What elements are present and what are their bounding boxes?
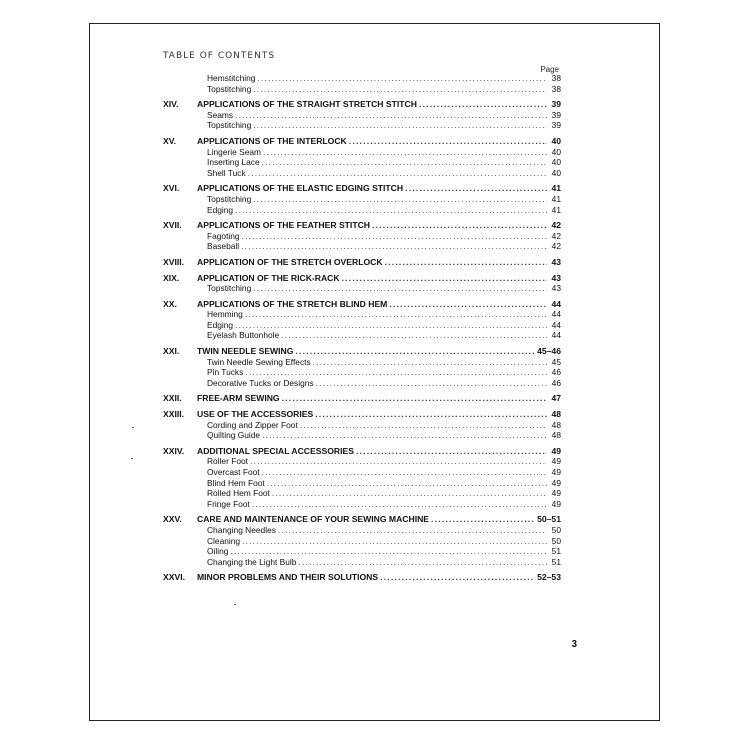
entry-page-number: 40 bbox=[551, 135, 561, 146]
toc-subentry bbox=[163, 536, 561, 547]
toc-subentry bbox=[163, 309, 561, 320]
dot-leader bbox=[389, 299, 547, 310]
section-number: XIX. bbox=[163, 272, 180, 283]
entry-page-number: 48 bbox=[551, 409, 561, 420]
toc-section-entry bbox=[163, 572, 561, 583]
entry-page-number: 40 bbox=[551, 167, 561, 178]
dot-leader bbox=[242, 536, 547, 547]
entry-page-number: 50 bbox=[551, 535, 561, 546]
toc-subentry bbox=[163, 147, 561, 158]
entry-label: Seams bbox=[207, 109, 234, 120]
section-number: XIV. bbox=[163, 99, 179, 110]
toc-subentry bbox=[163, 367, 561, 378]
entry-label: APPLICATION OF THE STRETCH OVERLOCK bbox=[197, 256, 383, 267]
dot-leader bbox=[272, 488, 547, 499]
dot-leader bbox=[253, 84, 547, 95]
entry-label: Hemstitching bbox=[207, 73, 256, 83]
section-number: XXII. bbox=[163, 393, 182, 404]
section-number: XVII. bbox=[163, 220, 182, 231]
entry-page-number: 41 bbox=[551, 183, 561, 194]
section-number: XXIII. bbox=[163, 409, 185, 420]
dot-leader bbox=[245, 309, 547, 320]
dot-leader bbox=[419, 99, 547, 110]
section-number: XXI. bbox=[163, 346, 180, 357]
entry-label: Topstitching bbox=[207, 120, 252, 131]
entry-page-number: 49 bbox=[551, 498, 561, 509]
dot-leader bbox=[385, 257, 547, 268]
toc-section-entry bbox=[163, 183, 561, 194]
toc-subentry bbox=[163, 194, 561, 205]
entry-label: APPLICATIONS OF THE STRAIGHT STRETCH STITCH bbox=[197, 99, 417, 110]
entry-label: Changing Needles bbox=[207, 524, 276, 535]
dot-leader bbox=[298, 557, 547, 568]
entry-page-number: 44 bbox=[551, 309, 561, 320]
entry-label: Shell Tuck bbox=[207, 167, 246, 178]
dot-leader bbox=[342, 273, 547, 284]
entry-label: APPLICATION OF THE RICK-RACK bbox=[197, 272, 340, 283]
dot-leader bbox=[235, 110, 547, 121]
toc-subentry bbox=[163, 499, 561, 510]
entry-label: Twin Needle Sewing Effects bbox=[207, 356, 311, 367]
entry-page-number: 39 bbox=[551, 99, 561, 110]
scan-speck bbox=[132, 427, 134, 428]
toc-section-entry bbox=[163, 299, 561, 310]
entry-page-number: 48 bbox=[551, 430, 561, 441]
toc-subentry bbox=[163, 73, 561, 84]
dot-leader bbox=[242, 231, 547, 242]
toc-section-entry bbox=[163, 514, 561, 525]
toc-subentry bbox=[163, 488, 561, 499]
entry-page-number: 51 bbox=[551, 546, 561, 557]
entry-label: Overcast Foot bbox=[207, 467, 260, 477]
dot-leader bbox=[241, 241, 547, 252]
entry-label: Decorative Tucks or Designs bbox=[207, 377, 314, 388]
entry-label: USE OF THE ACCESSORIES bbox=[197, 409, 314, 420]
toc-section-entry bbox=[163, 99, 561, 110]
entry-page-number: 47 bbox=[551, 393, 561, 404]
entry-page-number: 48 bbox=[551, 419, 561, 430]
dot-leader bbox=[295, 346, 535, 357]
entry-label: APPLICATIONS OF THE ELASTIC EDGING STITCH bbox=[197, 183, 404, 194]
entry-page-number: 42 bbox=[551, 241, 561, 252]
toc-section-entry bbox=[163, 393, 561, 404]
toc-subentry bbox=[163, 478, 561, 489]
entry-label: APPLICATIONS OF THE FEATHER STITCH bbox=[197, 220, 370, 231]
entry-label: Cording and Zipper Foot bbox=[207, 419, 298, 430]
toc-subentry bbox=[163, 205, 561, 216]
dot-leader bbox=[281, 330, 547, 341]
entry-label: MINOR PROBLEMS AND THEIR SOLUTIONS bbox=[197, 572, 379, 583]
dot-leader bbox=[300, 420, 547, 431]
dot-leader bbox=[315, 409, 547, 420]
entry-page-number: 46 bbox=[551, 367, 561, 378]
entry-label: Blind Hem Foot bbox=[207, 477, 265, 488]
toc-subentry bbox=[163, 420, 561, 431]
toc-subentry bbox=[163, 168, 561, 179]
toc-subentry bbox=[163, 110, 561, 121]
toc-section-entry bbox=[163, 346, 561, 357]
dot-leader bbox=[262, 467, 547, 478]
toc-heading: TABLE OF CONTENTS bbox=[163, 51, 276, 61]
dot-leader bbox=[262, 430, 547, 441]
entry-label: Eyelash Buttonhole bbox=[207, 330, 280, 341]
toc-subentry bbox=[163, 525, 561, 536]
toc-subentry bbox=[163, 84, 561, 95]
entry-label: Changing the Light Bulb bbox=[207, 556, 297, 567]
entry-label: Topstitching bbox=[207, 83, 252, 94]
dot-leader bbox=[250, 456, 547, 467]
dot-leader bbox=[372, 220, 547, 231]
entry-page-number: 43 bbox=[551, 272, 561, 283]
entry-page-number: 52–53 bbox=[537, 572, 561, 583]
section-number: XXIV. bbox=[163, 445, 185, 456]
toc-section-entry bbox=[163, 257, 561, 268]
dot-leader bbox=[431, 514, 535, 525]
dot-leader bbox=[278, 525, 547, 536]
entry-page-number: 38 bbox=[551, 83, 561, 94]
toc-subentry bbox=[163, 546, 561, 557]
dot-leader bbox=[405, 183, 547, 194]
entry-page-number: 39 bbox=[551, 120, 561, 131]
entry-label: Oiling bbox=[207, 546, 229, 557]
entry-label: Fringe Foot bbox=[207, 498, 250, 509]
toc-subentry bbox=[163, 378, 561, 389]
entry-label: CARE AND MAINTENANCE OF YOUR SEWING MACHINE bbox=[197, 514, 430, 525]
entry-label: Edging bbox=[207, 319, 234, 330]
document-page bbox=[89, 23, 660, 721]
dot-leader bbox=[253, 194, 547, 205]
entry-label: Hemming bbox=[207, 309, 243, 320]
entry-page-number: 41 bbox=[551, 204, 561, 215]
page-number: 3 bbox=[571, 639, 577, 650]
entry-page-number: 49 bbox=[551, 467, 561, 477]
toc-section-entry bbox=[163, 446, 561, 457]
toc-subentry bbox=[163, 467, 561, 478]
dot-leader bbox=[380, 572, 535, 583]
entry-label: ADDITIONAL SPECIAL ACCESSORIES bbox=[197, 445, 354, 456]
toc-list bbox=[163, 73, 561, 583]
scan-speck bbox=[234, 604, 236, 605]
section-number: XV. bbox=[163, 135, 177, 146]
entry-page-number: 39 bbox=[551, 109, 561, 120]
toc-section-entry bbox=[163, 273, 561, 284]
dot-leader bbox=[253, 120, 547, 131]
entry-page-number: 40 bbox=[551, 146, 561, 157]
entry-page-number: 44 bbox=[551, 319, 561, 330]
entry-page-number: 46 bbox=[551, 377, 561, 388]
toc-subentry bbox=[163, 430, 561, 441]
entry-label: APPLICATIONS OF THE INTERLOCK bbox=[197, 135, 347, 146]
dot-leader bbox=[245, 367, 547, 378]
toc-subentry bbox=[163, 241, 561, 252]
entry-page-number: 42 bbox=[551, 230, 561, 241]
entry-page-number: 51 bbox=[551, 556, 561, 567]
dot-leader bbox=[235, 205, 547, 216]
dot-leader bbox=[235, 320, 547, 331]
entry-page-number: 49 bbox=[551, 456, 561, 467]
toc-subentry bbox=[163, 357, 561, 368]
entry-page-number: 50–51 bbox=[537, 514, 561, 525]
entry-label: APPLICATIONS OF THE STRETCH BLIND HEM bbox=[197, 298, 388, 309]
section-number: XXVI. bbox=[163, 572, 185, 583]
entry-page-number: 44 bbox=[551, 298, 561, 309]
dot-leader bbox=[313, 357, 547, 368]
entry-page-number: 45–46 bbox=[537, 346, 561, 357]
entry-page-number: 42 bbox=[551, 220, 561, 231]
entry-label: FREE-ARM SEWING bbox=[197, 393, 280, 404]
section-number: XX. bbox=[163, 298, 177, 309]
toc-subentry bbox=[163, 120, 561, 131]
entry-label: Inserting Lace bbox=[207, 157, 260, 168]
dot-leader bbox=[263, 147, 547, 158]
entry-label: Cleaning bbox=[207, 535, 241, 546]
entry-page-number: 38 bbox=[551, 73, 561, 83]
toc-section-entry bbox=[163, 409, 561, 420]
entry-page-number: 49 bbox=[551, 488, 561, 499]
toc-subentry bbox=[163, 456, 561, 467]
toc-subentry bbox=[163, 330, 561, 341]
entry-page-number: 41 bbox=[551, 193, 561, 204]
toc-subentry bbox=[163, 320, 561, 331]
entry-page-number: 44 bbox=[551, 330, 561, 341]
toc-subentry bbox=[163, 231, 561, 242]
entry-page-number: 43 bbox=[551, 256, 561, 267]
entry-page-number: 49 bbox=[551, 445, 561, 456]
entry-label: Pin Tucks bbox=[207, 367, 244, 378]
dot-leader bbox=[349, 136, 547, 147]
dot-leader bbox=[252, 499, 547, 510]
dot-leader bbox=[257, 73, 547, 84]
entry-label: Baseball bbox=[207, 241, 240, 252]
section-number: XVI. bbox=[163, 183, 180, 194]
entry-label: Edging bbox=[207, 204, 234, 215]
entry-page-number: 45 bbox=[551, 356, 561, 367]
page-column-header: Page bbox=[540, 65, 559, 74]
toc-subentry bbox=[163, 157, 561, 168]
dot-leader bbox=[253, 283, 547, 294]
entry-page-number: 40 bbox=[551, 157, 561, 168]
dot-leader bbox=[248, 168, 547, 179]
entry-label: Roller Foot bbox=[207, 456, 248, 467]
entry-label: Fagoting bbox=[207, 230, 240, 241]
entry-label: TWIN NEEDLE SEWING bbox=[197, 346, 294, 357]
scan-speck bbox=[131, 458, 133, 459]
toc-section-entry bbox=[163, 136, 561, 147]
dot-leader bbox=[282, 393, 547, 404]
entry-page-number: 43 bbox=[551, 283, 561, 294]
entry-page-number: 50 bbox=[551, 524, 561, 535]
toc-subentry bbox=[163, 283, 561, 294]
entry-label: Lingerie Seam bbox=[207, 146, 262, 157]
toc-section-entry bbox=[163, 220, 561, 231]
dot-leader bbox=[267, 478, 547, 489]
entry-label: Quilting Guide bbox=[207, 430, 261, 441]
dot-leader bbox=[356, 446, 547, 457]
dot-leader bbox=[262, 157, 547, 168]
dot-leader bbox=[316, 378, 547, 389]
entry-label: Topstitching bbox=[207, 283, 252, 294]
entry-page-number: 49 bbox=[551, 477, 561, 488]
dot-leader bbox=[230, 546, 547, 557]
section-number: XXV. bbox=[163, 514, 182, 525]
section-number: XVIII. bbox=[163, 256, 185, 267]
entry-label: Rolled Hem Foot bbox=[207, 488, 270, 499]
entry-label: Topstitching bbox=[207, 193, 252, 204]
toc-subentry bbox=[163, 557, 561, 568]
